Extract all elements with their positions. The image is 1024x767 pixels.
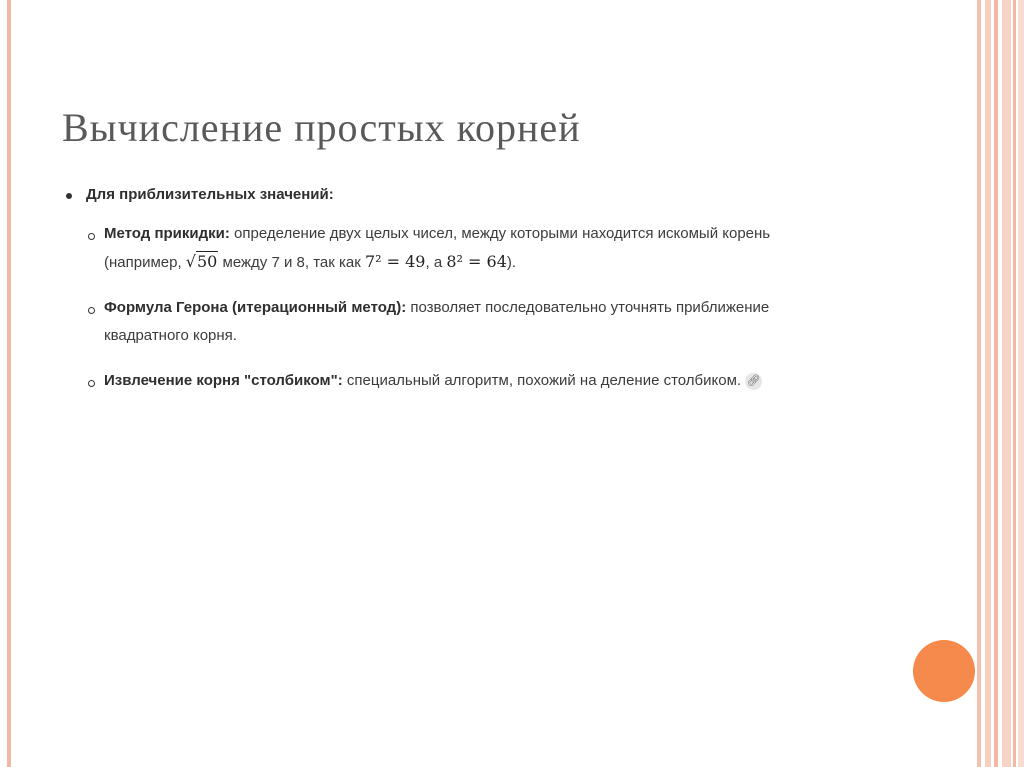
item-text (104, 367, 762, 395)
bullet-level1 (62, 186, 782, 203)
item-text-part: , а (425, 254, 447, 271)
bullet-circle-icon (88, 233, 95, 240)
bullet-circle-icon (88, 307, 95, 314)
bullet-dot-icon (66, 193, 72, 199)
item-text-part: специальный алгоритм, похожий на деление столбиком. (342, 372, 742, 389)
sqrt-expression (186, 248, 219, 276)
item-text-part: ). (506, 254, 517, 271)
right-frame-stripe (994, 0, 998, 767)
list-item (86, 374, 782, 395)
list-item (86, 227, 782, 277)
accent-circle (913, 640, 975, 702)
item-text (104, 220, 782, 277)
sqrt-radicand: 50 (197, 252, 218, 271)
list-item (86, 301, 782, 350)
item-bold: Формула Герона (итерационный метод): (104, 299, 407, 316)
right-frame-stripe (1013, 0, 1016, 767)
link-icon[interactable]: 🔗︎ (745, 373, 762, 390)
slide-title: Вычисление простых корней (62, 105, 581, 150)
item-bold: Извлечение корня "столбиком": (104, 372, 343, 389)
sqrt-symbol: √ (185, 252, 196, 271)
item-bold: Метод прикидки: (104, 225, 230, 242)
level1-label: Для приблизительных значений: (86, 186, 334, 203)
item-text-part: между 7 и 8, так как (218, 254, 365, 271)
math-expression: 7² = 49 (364, 252, 426, 271)
item-text-part: позволяет последовательно уточнять приближение квадратного корня. (104, 299, 770, 344)
right-frame-stripe (1002, 0, 1011, 767)
left-frame-line (7, 0, 11, 767)
right-frame-stripe (977, 0, 981, 767)
item-text (104, 294, 782, 350)
slide-content (62, 186, 782, 419)
sub-list (86, 227, 782, 395)
right-frame-stripe (985, 0, 991, 767)
right-frame-stripe (1018, 0, 1024, 767)
bullet-circle-icon (88, 380, 95, 387)
math-expression: 8² = 64 (446, 252, 507, 271)
item-text-part: определение двух целых чисел, между которыми находится искомый корень (например, (104, 225, 771, 271)
